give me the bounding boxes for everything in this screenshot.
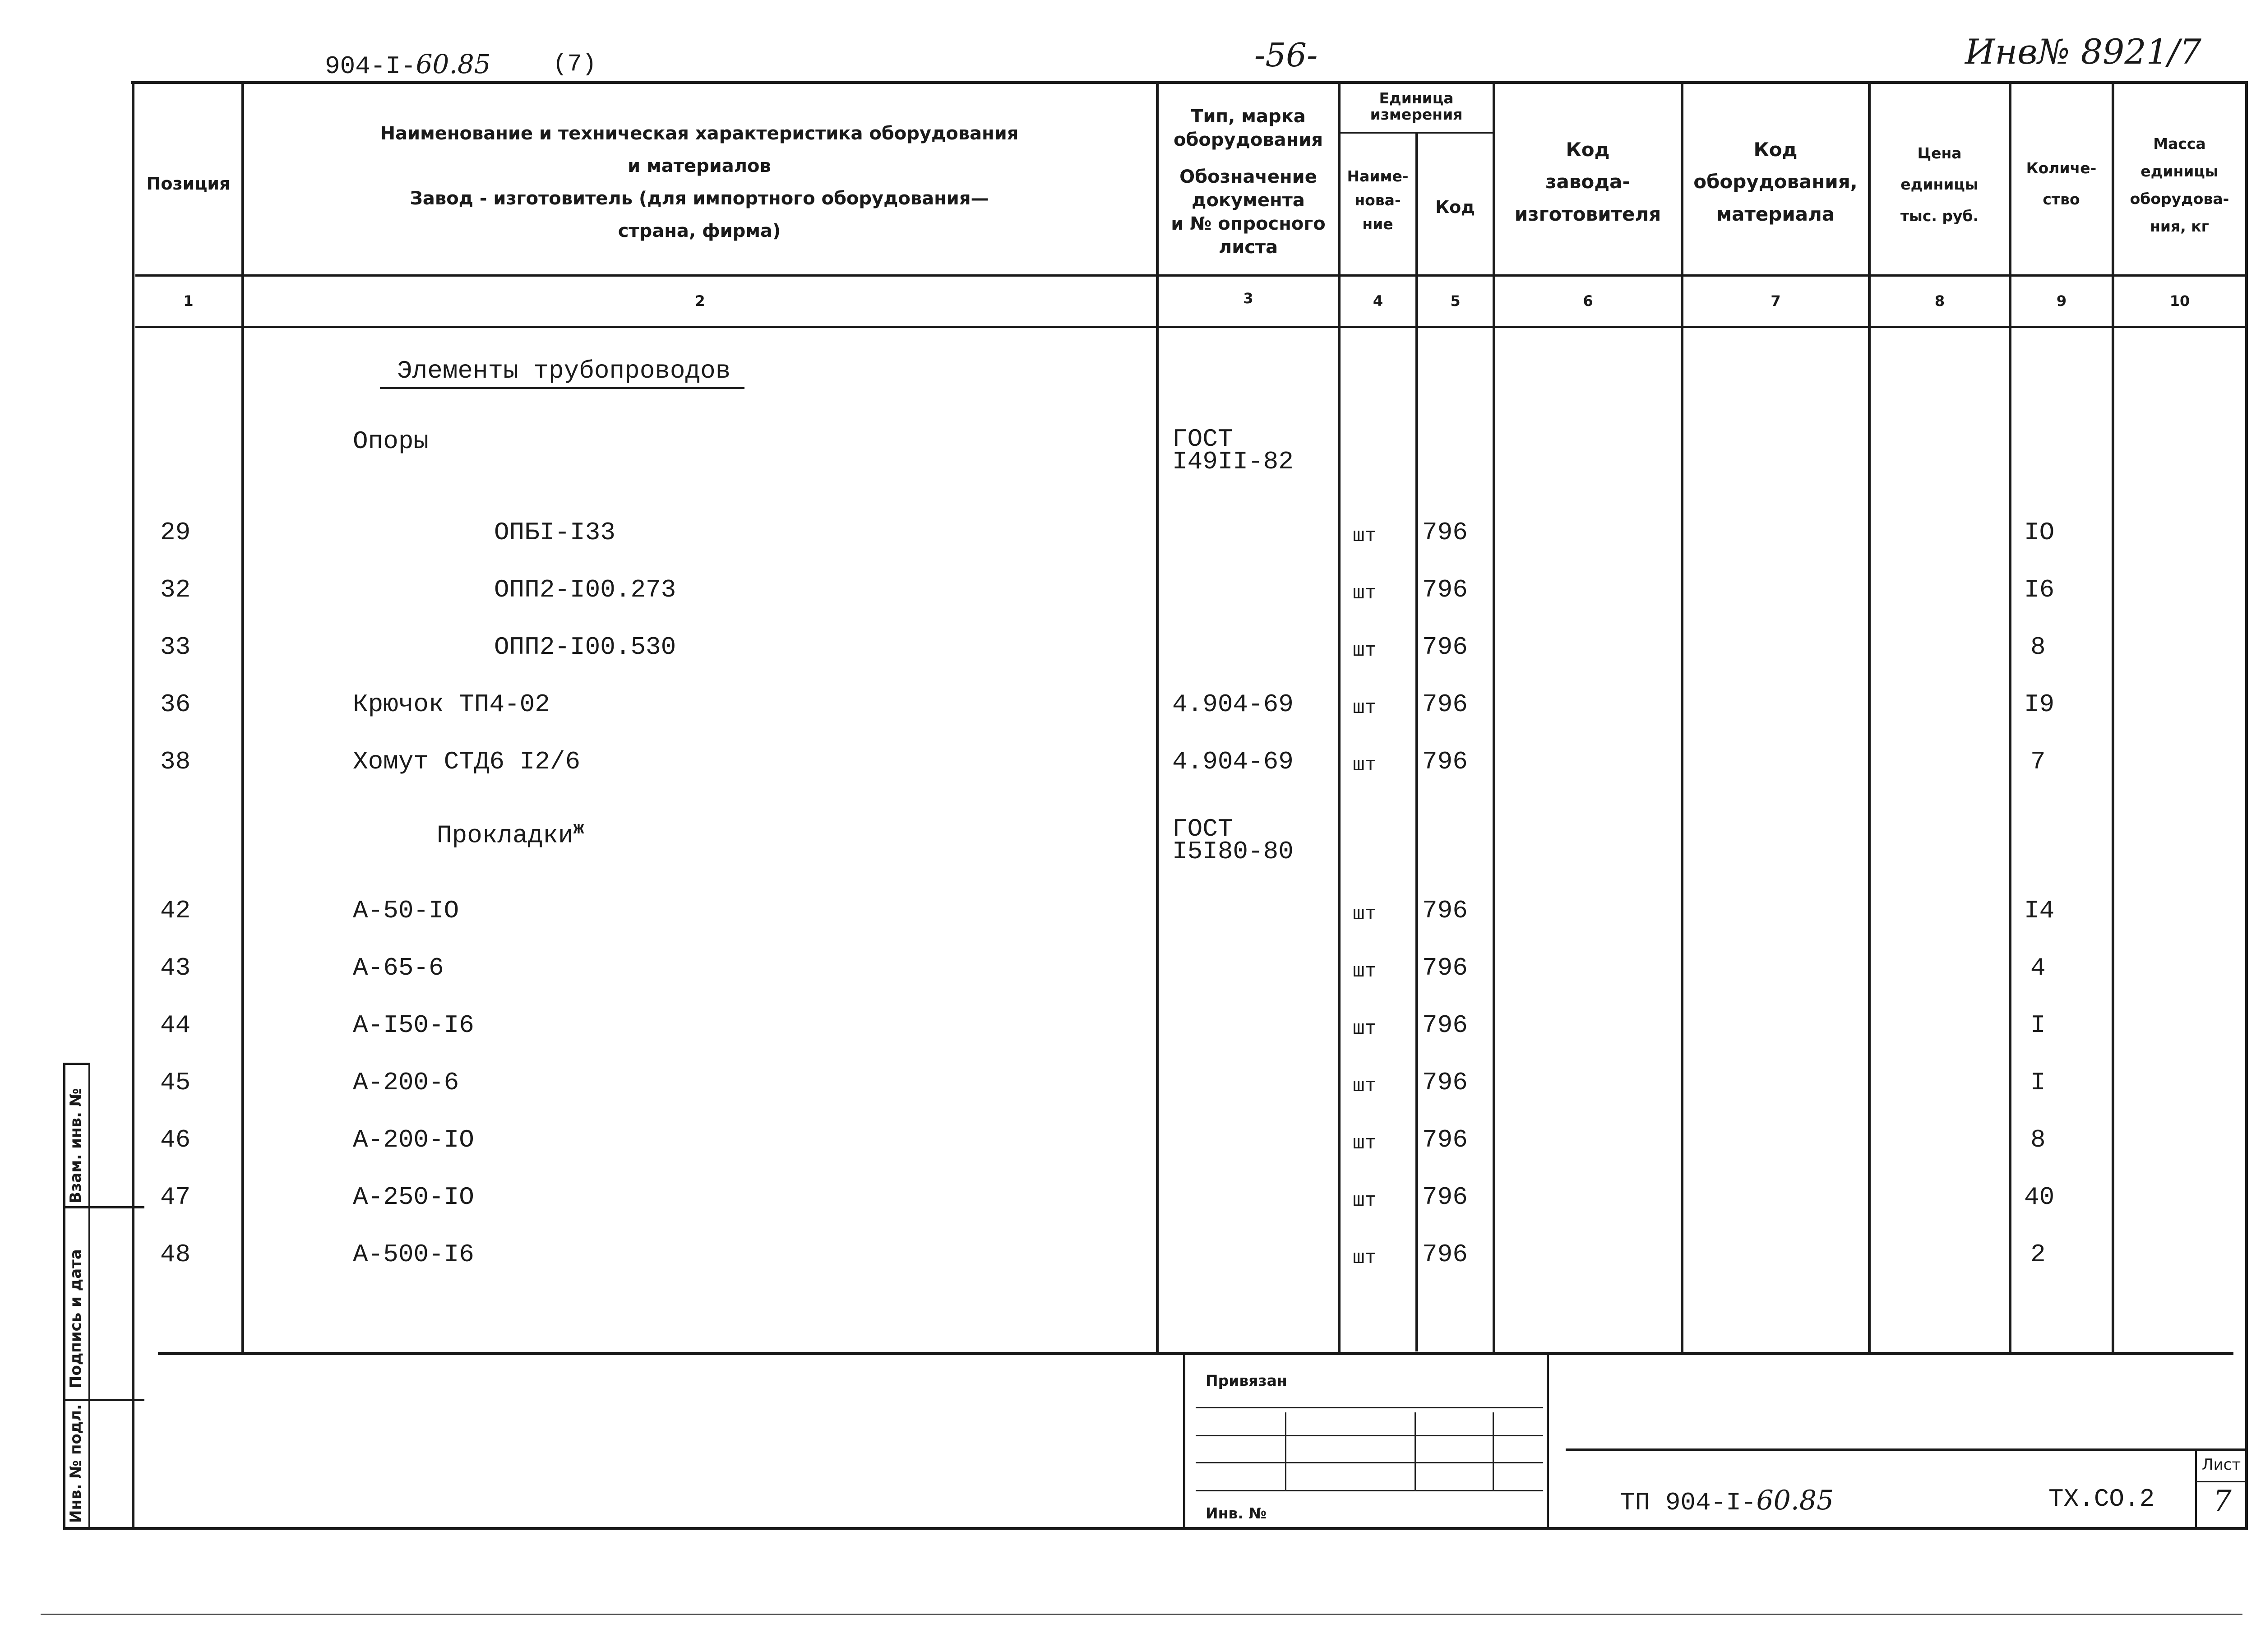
row-unit: шт [1353, 582, 1377, 605]
row-position: 44 [160, 1011, 191, 1040]
group-doc-gaskets-line2: I5I80-80 [1172, 837, 1294, 866]
colnum-2: 2 [695, 292, 705, 310]
col-sep-2 [1156, 82, 1159, 1352]
group-doc-gaskets-line1: ГОСТ [1172, 814, 1233, 843]
row-quantity: I [2030, 1068, 2046, 1097]
footnote-mark: ж [573, 819, 584, 839]
row-name: ОПБI-I33 [494, 518, 615, 547]
row-unit-code: 796 [1422, 1240, 1468, 1269]
scan-edge-line [41, 1614, 2242, 1615]
header-type-line1: Тип, марка [1191, 106, 1306, 127]
header-factory-line2: завода- [1545, 171, 1630, 193]
col-sep-1 [241, 82, 244, 1352]
side-stamp-sep-2 [63, 1399, 144, 1401]
side-stamp [63, 1063, 144, 1530]
group-title-gaskets-text: Прокладки [437, 821, 573, 850]
header-equipment-line2: оборудования, [1693, 171, 1858, 193]
row-quantity: IO [2024, 518, 2055, 547]
row-unit-code: 796 [1422, 518, 1468, 547]
stamp-vsep-1 [1285, 1412, 1286, 1491]
row-position: 46 [160, 1125, 191, 1154]
frame-right-border [2245, 81, 2248, 1530]
row-unit-code: 796 [1422, 1068, 1468, 1097]
row-quantity: 7 [2030, 747, 2046, 776]
doc-code-top [325, 49, 491, 81]
row-unit-code: 796 [1422, 896, 1468, 925]
section-title: Элементы трубопроводов [397, 356, 731, 385]
row-unit-code: 796 [1422, 1125, 1468, 1154]
row-unit: шт [1353, 903, 1377, 925]
colnum-7: 7 [1771, 292, 1781, 310]
row-position: 45 [160, 1068, 191, 1097]
sheet-box-border [2195, 1451, 2197, 1528]
row-unit: шт [1353, 639, 1377, 662]
header-quantity-line1: Количе- [2026, 159, 2097, 177]
header-name-line4: страна, фирма) [618, 221, 781, 241]
row-unit: шт [1353, 1075, 1377, 1097]
row-name: ОПП2-I00.530 [494, 633, 676, 662]
row-quantity: I6 [2024, 575, 2055, 604]
header-price [1870, 138, 2009, 231]
row-position: 48 [160, 1240, 191, 1269]
row-unit: шт [1353, 1018, 1377, 1040]
sheet-box-divider [2196, 1481, 2245, 1482]
row-unit: шт [1353, 1189, 1377, 1212]
stamp-right-border [1547, 1354, 1549, 1528]
colnum-4: 4 [1373, 292, 1383, 310]
sheet-number: 7 [2213, 1485, 2232, 1518]
header-mass-line1: Масса [2153, 135, 2206, 153]
header-unit-code: Код [1435, 197, 1475, 217]
colnum-5: 5 [1450, 292, 1461, 310]
header-mass-line4: ния, кг [2150, 217, 2209, 236]
header-name-line3: Завод - изготовитель (для импортного оборудования— [410, 188, 989, 209]
row-unit: шт [1353, 1132, 1377, 1155]
header-price-line3: тыс. руб. [1900, 207, 1979, 225]
title-block-doc-code [1620, 1485, 1834, 1517]
header-mass-line2: единицы [2140, 162, 2219, 180]
row-unit-code: 796 [1422, 1183, 1468, 1212]
row-unit-code: 796 [1422, 575, 1468, 604]
stamp-inv-no: Инв. № [1206, 1504, 1267, 1522]
stamp-vsep-2 [1415, 1412, 1416, 1491]
colnum-10: 10 [2169, 292, 2190, 310]
row-position: 33 [160, 633, 191, 662]
col-sep-3 [1338, 82, 1341, 1352]
header-unit-line1: Единица [1379, 89, 1454, 107]
title-block-doc-prefix: ТП 904-I- [1620, 1488, 1757, 1517]
colnum-9: 9 [2056, 292, 2067, 310]
row-unit-code: 796 [1422, 953, 1468, 982]
header-quantity-line2: ство [2043, 190, 2080, 208]
side-stamp-sep-1 [63, 1206, 144, 1208]
header-mass-line3: оборудова- [2130, 190, 2229, 208]
row-doc: 4.904-69 [1172, 690, 1294, 719]
header-unit-name [1340, 165, 1415, 236]
side-orig-inv: Инв. № подл. [67, 1404, 85, 1523]
side-replace-inv: Взам. инв. № [67, 1088, 85, 1203]
row-position: 47 [160, 1183, 191, 1212]
row-unit-code: 796 [1422, 633, 1468, 662]
frame-bottom-border [63, 1527, 2247, 1530]
side-stamp-inner-left [88, 1063, 90, 1530]
header-divider [135, 274, 2247, 277]
group-doc-supports-line2: I49II-82 [1172, 447, 1294, 476]
group-doc-gaskets [1172, 814, 1294, 866]
stamp-line-4 [1196, 1490, 1543, 1491]
header-type-line5: и № опросного [1171, 213, 1326, 234]
header-unit-line2: измерения [1370, 106, 1463, 124]
row-unit: шт [1353, 525, 1377, 547]
header-type-line3: Обозначение [1179, 167, 1317, 187]
row-quantity: I [2030, 1011, 2046, 1040]
sheet-label: Лист [2202, 1456, 2241, 1474]
group-doc-supports-line1: ГОСТ [1172, 425, 1233, 453]
row-position: 43 [160, 953, 191, 982]
header-type [1159, 105, 1338, 259]
row-unit-code: 796 [1422, 747, 1468, 776]
stamp-vsep-3 [1493, 1412, 1494, 1491]
row-name: А-I50-I6 [353, 1011, 474, 1040]
row-doc: 4.904-69 [1172, 747, 1294, 776]
table-top-border [131, 81, 2247, 84]
row-name: А-200-IO [353, 1125, 474, 1154]
header-factory-line3: изготовителя [1514, 203, 1661, 225]
row-quantity: I9 [2024, 690, 2055, 719]
stamp-line-3 [1196, 1462, 1543, 1463]
col-sep-9 [2112, 82, 2114, 1352]
stamp-left-border [1183, 1354, 1185, 1528]
row-position: 42 [160, 896, 191, 925]
row-quantity: I4 [2024, 896, 2055, 925]
row-unit-code: 796 [1422, 1011, 1468, 1040]
header-equipment-code [1683, 134, 1868, 230]
row-quantity: 4 [2030, 953, 2046, 982]
colnum-6: 6 [1583, 292, 1593, 310]
col-sep-7 [1868, 82, 1871, 1352]
header-name [246, 117, 1153, 247]
col-sep-8 [2009, 82, 2011, 1352]
row-name: ОПП2-I00.273 [494, 575, 676, 604]
row-quantity: 40 [2024, 1183, 2055, 1212]
header-mass [2114, 130, 2245, 240]
header-equipment-line1: Код [1753, 139, 1798, 161]
header-unit-name-line2: нова- [1355, 191, 1401, 209]
inventory-number: Инв№ 8921/7 [1965, 32, 2202, 72]
side-signature-date: Подпись и дата [67, 1249, 85, 1388]
header-unit-group [1340, 90, 1493, 123]
row-name: А-250-IO [353, 1183, 474, 1212]
row-name: А-65-6 [353, 953, 444, 982]
side-stamp-outer-left [63, 1063, 65, 1530]
unit-group-divider [1339, 132, 1493, 134]
stamp-privyazan: Привязан [1206, 1372, 1287, 1389]
side-stamp-top [63, 1063, 90, 1065]
row-position: 32 [160, 575, 191, 604]
header-name-line2: и материалов [628, 156, 771, 176]
numbers-row-divider [135, 326, 2247, 328]
row-name: А-200-6 [353, 1068, 459, 1097]
table-bottom-border [158, 1352, 2233, 1355]
group-title-gaskets [437, 816, 584, 849]
row-name: Крючок ТП4-02 [353, 690, 550, 719]
row-position: 29 [160, 518, 191, 547]
title-block-doc-hand: 60.85 [1756, 1485, 1834, 1516]
col-sep-4 [1415, 133, 1418, 1351]
header-factory-code [1495, 134, 1681, 230]
row-unit: шт [1353, 960, 1377, 983]
colnum-1: 1 [183, 292, 194, 310]
row-unit: шт [1353, 754, 1377, 777]
header-type-line4: документа [1192, 190, 1305, 211]
group-doc-supports [1172, 425, 1294, 476]
stamp-line-2 [1196, 1435, 1543, 1436]
row-unit: шт [1353, 697, 1377, 719]
row-position: 38 [160, 747, 191, 776]
row-quantity: 8 [2030, 1125, 2046, 1154]
header-price-line1: Цена [1917, 144, 1962, 162]
page-number: -56- [1254, 36, 1318, 74]
row-unit: шт [1353, 1247, 1377, 1269]
group-title-supports: Опоры [353, 427, 429, 456]
header-type-line2: оборудования [1173, 130, 1323, 150]
row-unit-code: 796 [1422, 690, 1468, 719]
stamp-line-1 [1196, 1407, 1543, 1408]
row-quantity: 2 [2030, 1240, 2046, 1269]
colnum-3: 3 [1243, 290, 1253, 307]
header-name-line1: Наименование и техническая характеристика оборудования [380, 123, 1019, 144]
header-unit-name-line1: Наиме- [1347, 167, 1409, 185]
header-price-line2: единицы [1900, 176, 1979, 194]
row-name: А-50-IO [353, 896, 459, 925]
header-type-line6: листа [1218, 237, 1278, 258]
col-sep-6 [1681, 82, 1683, 1352]
title-block-top-line [1566, 1448, 2245, 1451]
row-position: 36 [160, 690, 191, 719]
doc-code-prefix: 904-I- [325, 52, 416, 81]
title-block-sheet-code: ТХ.СО.2 [2048, 1485, 2155, 1513]
header-position: Позиция [146, 174, 231, 194]
section-title-underline [380, 387, 744, 389]
header-equipment-line3: материала [1716, 203, 1835, 225]
header-quantity [2011, 153, 2112, 215]
header-unit-name-line3: ние [1362, 215, 1393, 233]
doc-code-hand: 60.85 [416, 49, 491, 79]
row-name: А-500-I6 [353, 1240, 474, 1269]
row-quantity: 8 [2030, 633, 2046, 662]
sheet-paren: (7) [553, 51, 597, 78]
col-sep-5 [1493, 82, 1495, 1352]
header-factory-line1: Код [1566, 139, 1610, 161]
colnum-8: 8 [1934, 292, 1945, 310]
row-name: Хомут СТД6 I2/6 [353, 747, 581, 776]
